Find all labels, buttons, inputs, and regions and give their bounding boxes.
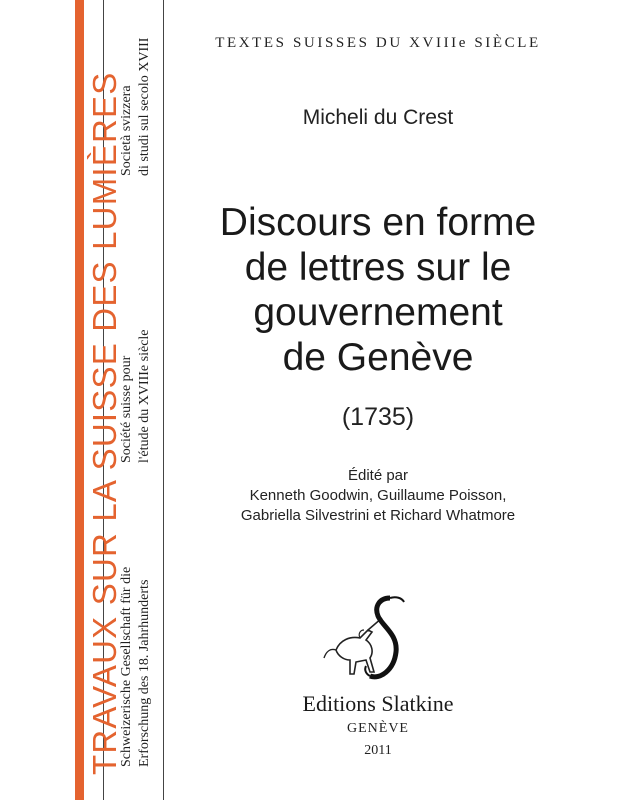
unicorn-s-monogram-icon [316,590,426,690]
society-italian-line-2: di studi sul secolo XVIII [137,37,152,176]
society-german-line-2: Erforschung des 18. Jahrhunderts [137,579,152,767]
series-title: TEXTES SUISSES DU XVIIIe SIÈCLE [215,35,541,51]
publication-date: (1735) [341,403,415,431]
editors-line: Kenneth Goodwin, Guillaume Poisson, [249,487,507,504]
collection-title: TRAVAUX SUR LA SUISSE DES LUMIÈRES [86,71,123,775]
publisher-year: 2011 [364,743,392,758]
society-german-line-1: Schweizerische Gesellschaft für die [119,566,134,767]
society-french-line-1: Société suisse pour [119,355,134,463]
title-line: gouvernement [253,291,503,334]
title-line: de Genève [282,336,474,379]
accent-stripe [75,0,84,800]
publisher-name: Editions Slatkine [302,691,454,716]
divider-rule [163,0,164,800]
editors-line: Gabriella Silvestrini et Richard Whatmore [240,507,516,524]
editors-block [183,466,573,526]
title-line: de lettres sur le [244,246,512,289]
author-name: Micheli du Crest [302,106,454,129]
society-italian-line-1: Società svizzera [119,85,134,176]
book-title [183,200,573,380]
publisher-city: GENÈVE [347,721,409,736]
edited-by-label: Édité par [347,467,409,484]
title-line: Discours en forme [219,201,537,244]
society-french-line-2: l'étude du XVIIIe siècle [137,329,152,463]
